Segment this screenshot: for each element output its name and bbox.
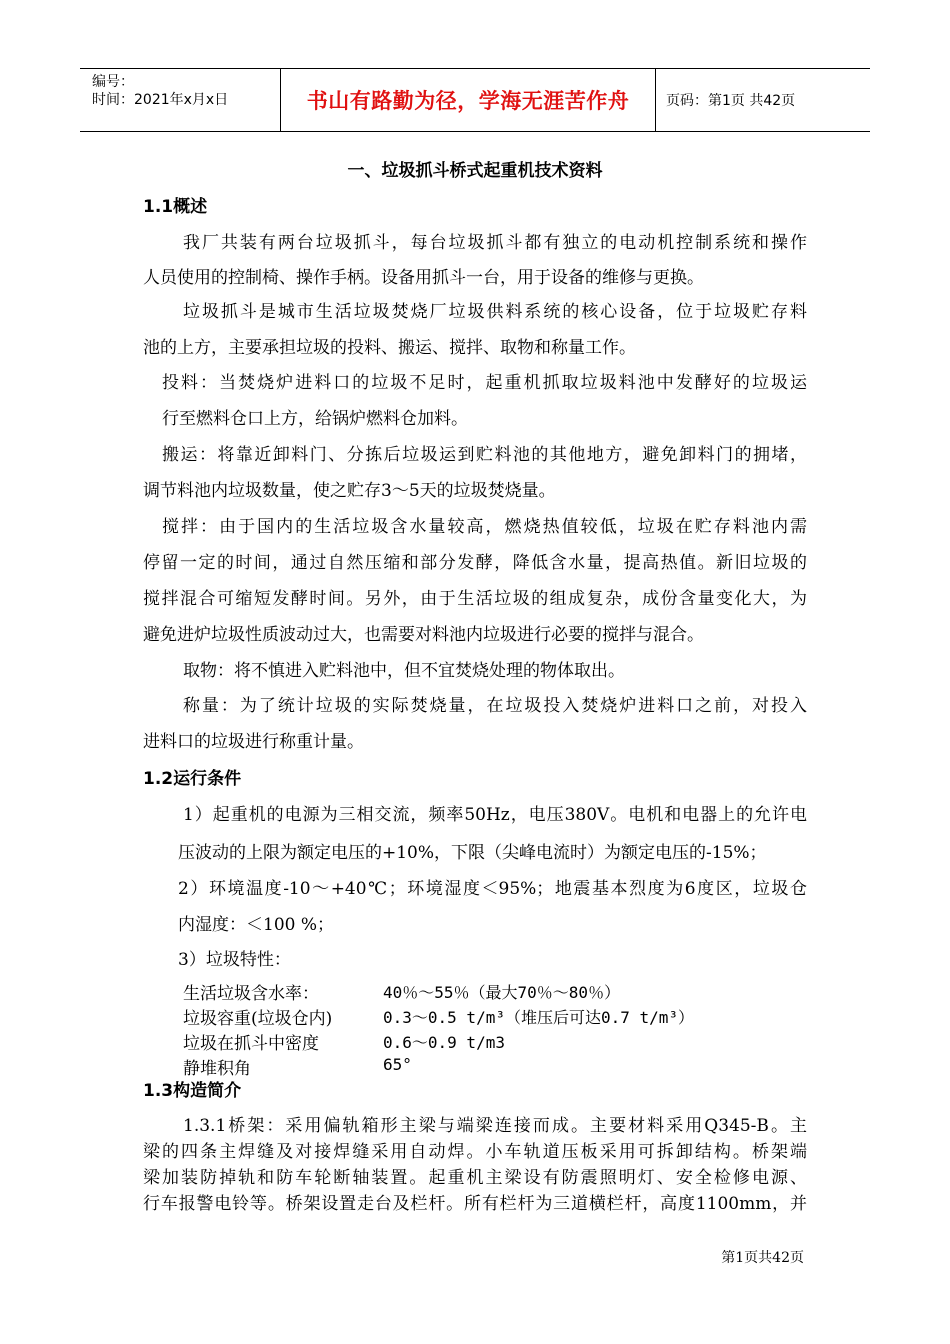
waste-prop-value: 40％～55％（最大70％～80％） bbox=[383, 983, 621, 1002]
page-header bbox=[80, 68, 870, 132]
waste-prop-label: 静堆积角 bbox=[183, 1059, 251, 1079]
paragraph-line: 人员使用的控制椅、操作手柄。设备用抓斗一台，用于设备的维修与更换。 bbox=[143, 268, 704, 288]
waste-prop-label: 垃圾容重(垃圾仓内) bbox=[183, 1009, 333, 1029]
waste-prop-label: 生活垃圾含水率： bbox=[183, 984, 319, 1004]
condition-line: 内湿度：＜100 %； bbox=[178, 915, 335, 935]
paragraph-line: 停留一定的时间，通过自然压缩和部分发酵，降低含水量，提高热值。新旧垃圾的 bbox=[143, 553, 807, 573]
paragraph-line: 避免进炉垃圾性质波动过大，也需要对料池内垃圾进行必要的搅拌与混合。 bbox=[143, 625, 704, 645]
header-page-cell bbox=[654, 69, 870, 131]
condition-line: 3）垃圾特性： bbox=[178, 950, 291, 970]
document-time-label: 时间：2021年x月x日 bbox=[92, 92, 229, 108]
page-footer: 第1页共42页 bbox=[721, 1250, 804, 1266]
paragraph-line: 取物：将不慎进入贮料池中，但不宜焚烧处理的物体取出。 bbox=[183, 661, 625, 681]
condition-line: 压波动的上限为额定电压的+10%，下限（尖峰电流时）为额定电压的-15%； bbox=[178, 843, 767, 863]
condition-line: 2）环境温度-10～+40℃；环境湿度＜95%；地震基本烈度为6度区，垃圾仓 bbox=[178, 879, 807, 899]
paragraph-line: 梁加装防掉轨和防车轮断轴装置。起重机主梁设有防震照明灯、安全检修电源、 bbox=[143, 1168, 807, 1188]
paragraph-line: 垃圾抓斗是城市生活垃圾焚烧厂垃圾供料系统的核心设备，位于垃圾贮存料 bbox=[183, 302, 807, 322]
header-motto: 书山有路勤为径，学海无涯苦作舟 bbox=[306, 89, 630, 113]
paragraph-line: 行至燃料仓口上方，给锅炉燃料仓加料。 bbox=[162, 409, 468, 429]
header-page-label: 页码：第1页 共42页 bbox=[666, 93, 796, 109]
paragraph-line: 池的上方，主要承担垃圾的投料、搬运、搅拌、取物和称量工作。 bbox=[143, 338, 636, 358]
paragraph-line: 调节料池内垃圾数量，使之贮存3～5天的垃圾焚烧量。 bbox=[143, 481, 556, 501]
header-motto-cell bbox=[280, 69, 656, 131]
paragraph-line: 搅拌混合可缩短发酵时间。另外，由于生活垃圾的组成复杂，成份含量变化大，为 bbox=[143, 589, 807, 609]
document-title: 一、垃圾抓斗桥式起重机技术资料 bbox=[347, 161, 603, 181]
section-heading-1-2: 1.2运行条件 bbox=[143, 769, 242, 789]
paragraph-line: 投料：当焚烧炉进料口的垃圾不足时，起重机抓取垃圾料池中发酵好的垃圾运 bbox=[162, 373, 807, 393]
waste-prop-value: 0.6～0.9 t/m3 bbox=[383, 1033, 505, 1052]
paragraph-line: 我厂共装有两台垃圾抓斗，每台垃圾抓斗都有独立的电动机控制系统和操作 bbox=[183, 233, 807, 253]
condition-line: 1）起重机的电源为三相交流，频率50Hz，电压380V。电机和电器上的允许电 bbox=[183, 805, 807, 825]
section-heading-1-1: 1.1概述 bbox=[143, 197, 208, 217]
paragraph-line: 进料口的垃圾进行称重计量。 bbox=[143, 732, 364, 752]
paragraph-line: 梁的四条主焊缝及对接焊缝采用自动焊。小车轨道压板采用可拆卸结构。桥架端 bbox=[143, 1142, 807, 1162]
header-left bbox=[80, 69, 280, 131]
waste-prop-label: 垃圾在抓斗中密度 bbox=[183, 1034, 319, 1054]
paragraph-line: 行车报警电铃等。桥架设置走台及栏杆。所有栏杆为三道横栏杆，高度1100mm，并 bbox=[143, 1194, 807, 1214]
paragraph-line: 称量：为了统计垃圾的实际焚烧量，在垃圾投入焚烧炉进料口之前，对投入 bbox=[183, 696, 807, 716]
paragraph-line: 搅拌：由于国内的生活垃圾含水量较高，燃烧热值较低，垃圾在贮存料池内需 bbox=[162, 517, 807, 537]
waste-prop-value: 0.3～0.5 t/m³（堆压后可达0.7 t/m³） bbox=[383, 1008, 695, 1027]
paragraph-line: 搬运：将靠近卸料门、分拣后垃圾运到贮料池的其他地方，避免卸料门的拥堵， bbox=[162, 445, 807, 465]
section-heading-1-3: 1.3构造简介 bbox=[143, 1081, 242, 1101]
waste-prop-value: 65° bbox=[383, 1055, 412, 1074]
document-number-label: 编号： bbox=[92, 74, 134, 90]
paragraph-line: 1.3.1桥架：采用偏轨箱形主梁与端梁连接而成。主要材料采用Q345-B。主 bbox=[183, 1116, 807, 1136]
